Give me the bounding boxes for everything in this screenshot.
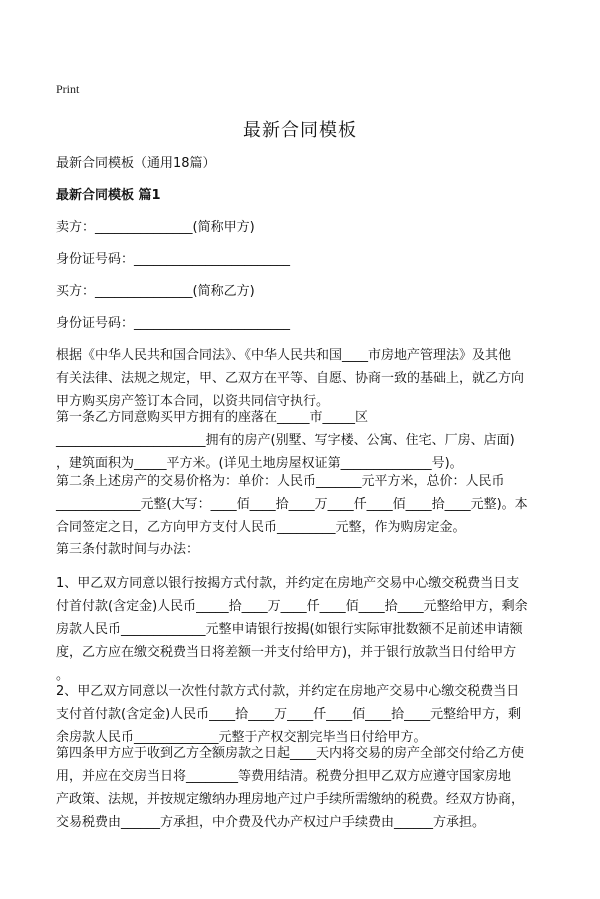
paragraph-line: 余房款人民币_____________元整于产权交割完毕当日付给甲方。 <box>56 730 427 745</box>
paragraph-line: 付首付款(含定金)人民币_____拾____万____仟____佰____拾____元整给甲方，剩余 <box>56 599 528 614</box>
paragraph-payment-1 <box>56 572 556 687</box>
seller-id-field: 身份证号码：________________________ <box>56 252 291 267</box>
paragraph-line: 交易税费由______方承担，中介费及代办产权过户手续费由______方承担。 <box>56 815 486 830</box>
buyer-field: 买方：_______________(简称乙方) <box>56 284 255 299</box>
paragraph-line: 1、甲乙双方同意以银行按揭方式付款，并约定在房地产交易中心缴交税费当日支 <box>56 576 520 591</box>
document-subtitle: 最新合同模板（通用18篇） <box>56 156 216 171</box>
paragraph-line: 度，乙方应在缴交税费当日将差额一并支付给甲方)，并于银行放款当日付给甲方 <box>56 645 517 660</box>
paragraph-line: 产政策、法规，并按规定缴纳办理房地产过户手续所需缴纳的税费。经双方协商， <box>56 792 525 807</box>
paragraph-line: 第三条付款时间与办法： <box>56 542 200 557</box>
paragraph-article-2 <box>56 470 556 539</box>
paragraph-line: 合同签定之日，乙方向甲方支付人民币_________元整，作为购房定金。 <box>56 520 466 535</box>
paragraph-line: _______________________拥有的房产(别墅、写字楼、公寓、住宅、厂房、店面) <box>56 433 515 448</box>
paragraph-line: 根据《中华人民共和国合同法》、《中华人民共和国____市房地产管理法》及其他 <box>56 348 512 363</box>
paragraph-line: 房款人民币_____________元整申请银行按揭(如银行实际审批数额不足前述申请额 <box>56 622 523 637</box>
paragraph-line: _____________元整(大写：____佰____拾____万____仟____佰____拾____元整)。本 <box>56 497 528 512</box>
paragraph-line: 用，并应在交房当日将________等费用结清。税费分担甲乙双方应遵守国家房地 <box>56 769 512 784</box>
paragraph-line: 第二条上述房产的交易价格为：单价：人民币_______元平方米，总价：人民币 <box>56 474 505 489</box>
document-title: 最新合同模板 <box>243 120 357 141</box>
paragraph-line: 甲方购买房产签订本合同，以资共同信守执行。 <box>56 394 330 409</box>
paragraph-preamble <box>56 344 556 413</box>
paragraph-article-4 <box>56 742 556 834</box>
paragraph-line: 。 <box>56 668 70 683</box>
section-title: 最新合同模板 篇1 <box>56 188 161 203</box>
paragraph-line: 第四条甲方应于收到乙方全额房款之日起____天内将交易的房产全部交付给乙方使 <box>56 746 525 761</box>
seller-field: 卖方：_______________(简称甲方) <box>56 220 255 235</box>
paragraph-line: 支付首付款(含定金)人民币____拾____万____仟____佰____拾____元整给甲方，剩 <box>56 707 522 722</box>
paragraph-article-3 <box>56 538 556 561</box>
paragraph-line: 第一条乙方同意购买甲方拥有的座落在_____市_____区 <box>56 410 369 425</box>
paragraph-line: ，建筑面积为_____平方米。(详见土地房屋权证第______________号)。 <box>56 456 463 471</box>
paragraph-payment-2 <box>56 680 556 749</box>
paragraph-line: 有关法律、法规之规定，甲、乙双方在平等、自愿、协商一致的基础上，就乙方向 <box>56 371 525 386</box>
buyer-id-field: 身份证号码：________________________ <box>56 316 291 331</box>
print-link[interactable]: Print <box>56 82 80 96</box>
paragraph-article-1 <box>56 406 556 475</box>
paragraph-line: 2、甲乙双方同意以一次性付款方式付款，并约定在房地产交易中心缴交税费当日 <box>56 684 520 699</box>
